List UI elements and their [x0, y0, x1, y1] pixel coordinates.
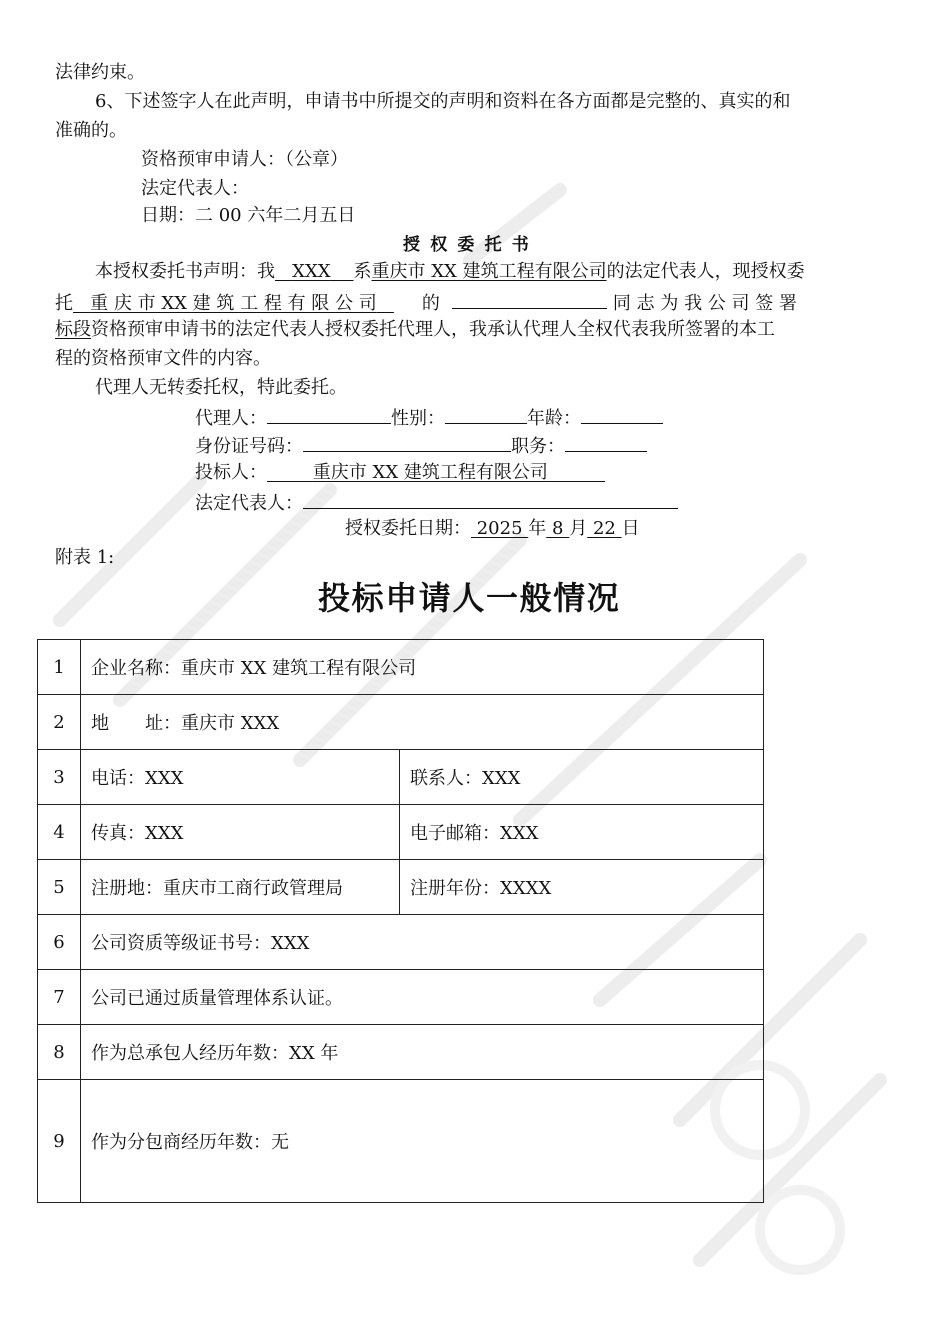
auth-para-line-2	[55, 288, 797, 317]
cell-qualification-cert: 公司资质等级证书号：XXX	[81, 915, 764, 970]
auth-month: 8	[552, 518, 564, 539]
id-label: 身份证号码：	[195, 436, 303, 457]
cell-email: 电子邮箱：XXX	[400, 805, 764, 860]
rep-name: XXX	[292, 261, 331, 282]
cell-phone: 电话：XXX	[81, 750, 400, 805]
table-row	[38, 860, 764, 915]
lot-label: 标段	[55, 319, 91, 340]
bidder-row	[195, 460, 605, 486]
statement-item-6: 6、下述签字人在此声明，申请书中所提交的声明和资料在各方面都是完整的、真实的和	[95, 91, 791, 112]
auth-date-row	[345, 516, 640, 542]
cell-general-contractor-years: 作为总承包人经历年数：XX 年	[81, 1025, 764, 1080]
bidder-label: 投标人：	[195, 462, 267, 483]
cell-registration-year: 注册年份：XXXX	[400, 860, 764, 915]
company-name-spaced: 重 庆 市 XX 建 筑 工 程 有 限 公 司	[90, 293, 377, 314]
auth-date-label: 授权委托日期：	[345, 518, 471, 539]
applicant-seal-line: 资格预审申请人：（公章）	[141, 149, 348, 170]
row-number: 3	[38, 750, 81, 805]
legal-rep-line: 法定代表人：	[141, 178, 249, 199]
agent-field[interactable]	[267, 403, 391, 424]
statement-date: 日期：二 00 六年二月五日	[141, 205, 356, 226]
table-row	[38, 750, 764, 805]
row-number: 5	[38, 860, 81, 915]
row-number: 6	[38, 915, 81, 970]
day-unit: 日	[621, 518, 640, 539]
age-label: 年龄：	[527, 408, 581, 429]
row-number: 7	[38, 970, 81, 1025]
legal-rep-label: 法定代表人：	[195, 493, 303, 514]
bidder-value: 重庆市 XX 建筑工程有限公司	[312, 462, 548, 483]
table-row	[38, 640, 764, 695]
table-row	[38, 970, 764, 1025]
legal-rep-field[interactable]	[303, 488, 678, 509]
row-number: 9	[38, 1080, 81, 1203]
auth-text: 的	[421, 293, 440, 314]
month-unit: 月	[569, 518, 588, 539]
auth-text: 的法定代表人，现授权委	[606, 261, 805, 282]
cell-address: 地 址：重庆市 XXX	[81, 695, 764, 750]
row-number: 2	[38, 695, 81, 750]
company-name: 重庆市 XX 建筑工程有限公司	[371, 261, 607, 282]
row-number: 8	[38, 1025, 81, 1080]
table-row	[38, 695, 764, 750]
auth-no-transfer: 代理人无转委托权，特此委托。	[95, 377, 347, 398]
agent-name-blank[interactable]	[452, 288, 607, 309]
auth-day: 22	[592, 518, 616, 539]
auth-text: 托	[55, 293, 73, 314]
age-field[interactable]	[581, 403, 663, 424]
agent-label: 代理人：	[195, 408, 267, 429]
position-field[interactable]	[565, 431, 647, 452]
gender-field[interactable]	[445, 403, 527, 424]
auth-para-line-4: 程的资格预审文件的内容。	[55, 348, 271, 369]
cell-contact: 联系人：XXX	[400, 750, 764, 805]
cell-quality-system: 公司已通过质量管理体系认证。	[81, 970, 764, 1025]
auth-para-line-3	[55, 317, 775, 343]
agent-id-row	[195, 431, 647, 460]
position-label: 职务：	[511, 436, 565, 457]
auth-para-line-1	[95, 259, 805, 285]
cell-subcontractor-years: 作为分包商经历年数：无	[81, 1080, 764, 1203]
auth-text: 本授权委托书声明：我	[95, 261, 275, 282]
auth-text: 系	[353, 261, 372, 282]
appendix-label: 附表 1:	[55, 547, 115, 568]
statement-end: 法律约束。	[55, 62, 145, 83]
appendix-title: 投标申请人一般情况	[318, 579, 621, 617]
statement-item-6-cont: 准确的。	[55, 120, 127, 141]
year-unit: 年	[528, 518, 547, 539]
auth-text: 资格预审申请书的法定代表人授权委托代理人，我承认代理人全权代表我所签署的本工	[91, 319, 775, 340]
legal-rep-row	[195, 488, 678, 517]
cell-company-name: 企业名称：重庆市 XX 建筑工程有限公司	[81, 640, 764, 695]
auth-letter-title: 授权委托书	[403, 235, 539, 255]
id-field[interactable]	[303, 431, 511, 452]
agent-info-row	[195, 403, 663, 432]
table-row	[38, 805, 764, 860]
bidder-info-table	[37, 639, 764, 1203]
auth-year: 2025	[476, 518, 523, 539]
auth-text: 同 志 为 我 公 司 签 署	[612, 293, 797, 314]
row-number: 1	[38, 640, 81, 695]
gender-label: 性别：	[391, 408, 445, 429]
cell-fax: 传真：XXX	[81, 805, 400, 860]
table-row	[38, 915, 764, 970]
table-row	[38, 1025, 764, 1080]
row-number: 4	[38, 805, 81, 860]
table-row	[38, 1080, 764, 1203]
cell-registration-place: 注册地：重庆市工商行政管理局	[81, 860, 400, 915]
